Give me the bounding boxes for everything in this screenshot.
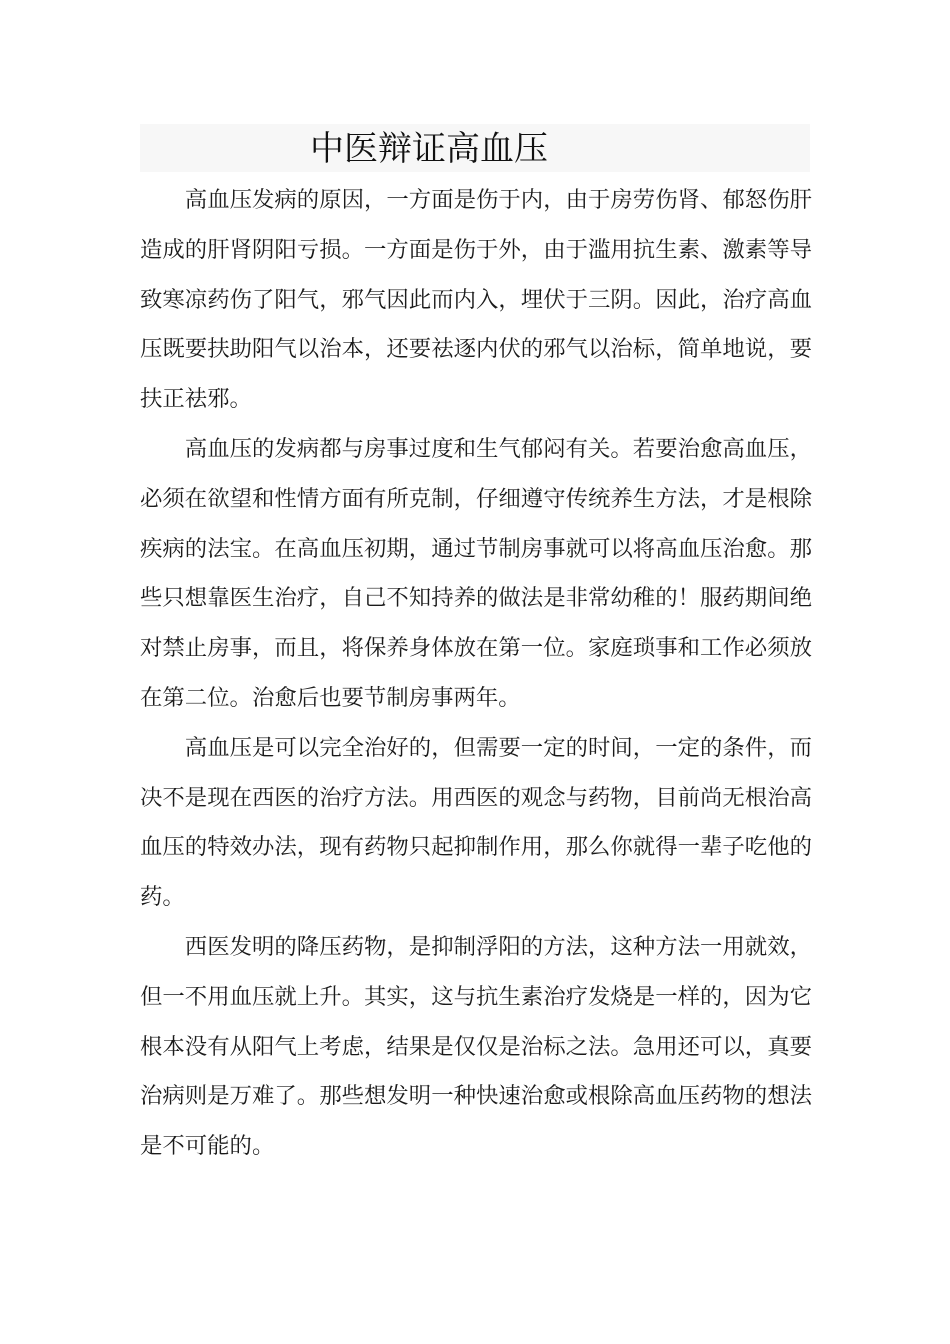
document-body xyxy=(140,176,812,1172)
paragraph-3: 高血压是可以完全治好的，但需要一定的时间，一定的条件，而决不是现在西医的治疗方法。用西医的观念与药物，目前尚无根治高血压的特效办法，现有药物只起抑制作用，那么你就得一辈子吃他的药。 xyxy=(140,734,812,911)
paragraph-4: 西医发明的降压药物，是抑制浮阳的方法，这种方法一用就效，但一不用血压就上升。其实，这与抗生素治疗发烧是一样的，因为它根本没有从阳气上考虑，结果是仅仅是治标之法。急用还可以，真要治病则是万难了。那些想发明一种快速治愈或根除高血压药物的想法是不可能的。 xyxy=(140,933,812,1160)
paragraph-2: 高血压的发病都与房事过度和生气郁闷有关。若要治愈高血压，必须在欲望和性情方面有所克制，仔细遵守传统养生方法，才是根除疾病的法宝。在高血压初期，通过节制房事就可以将高血压治愈。那些只想靠医生治疗，自己不知持养的做法是非常幼稚的！服药期间绝对禁止房事，而且，将保养身体放在第一位。家庭琐事和工作必须放在第二位。治愈后也要节制房事两年。 xyxy=(140,435,812,711)
paragraph-1: 高血压发病的原因，一方面是伤于内，由于房劳伤肾、郁怒伤肝造成的肝肾阴阳亏损。一方面是伤于外，由于滥用抗生素、激素等导致寒凉药伤了阳气，邪气因此而内入，埋伏于三阴。因此，治疗高血压既要扶助阳气以治本，还要祛逐内伏的邪气以治标，简单地说，要扶正祛邪。 xyxy=(140,187,812,413)
document-title: 中医辩证高血压 xyxy=(310,129,548,169)
